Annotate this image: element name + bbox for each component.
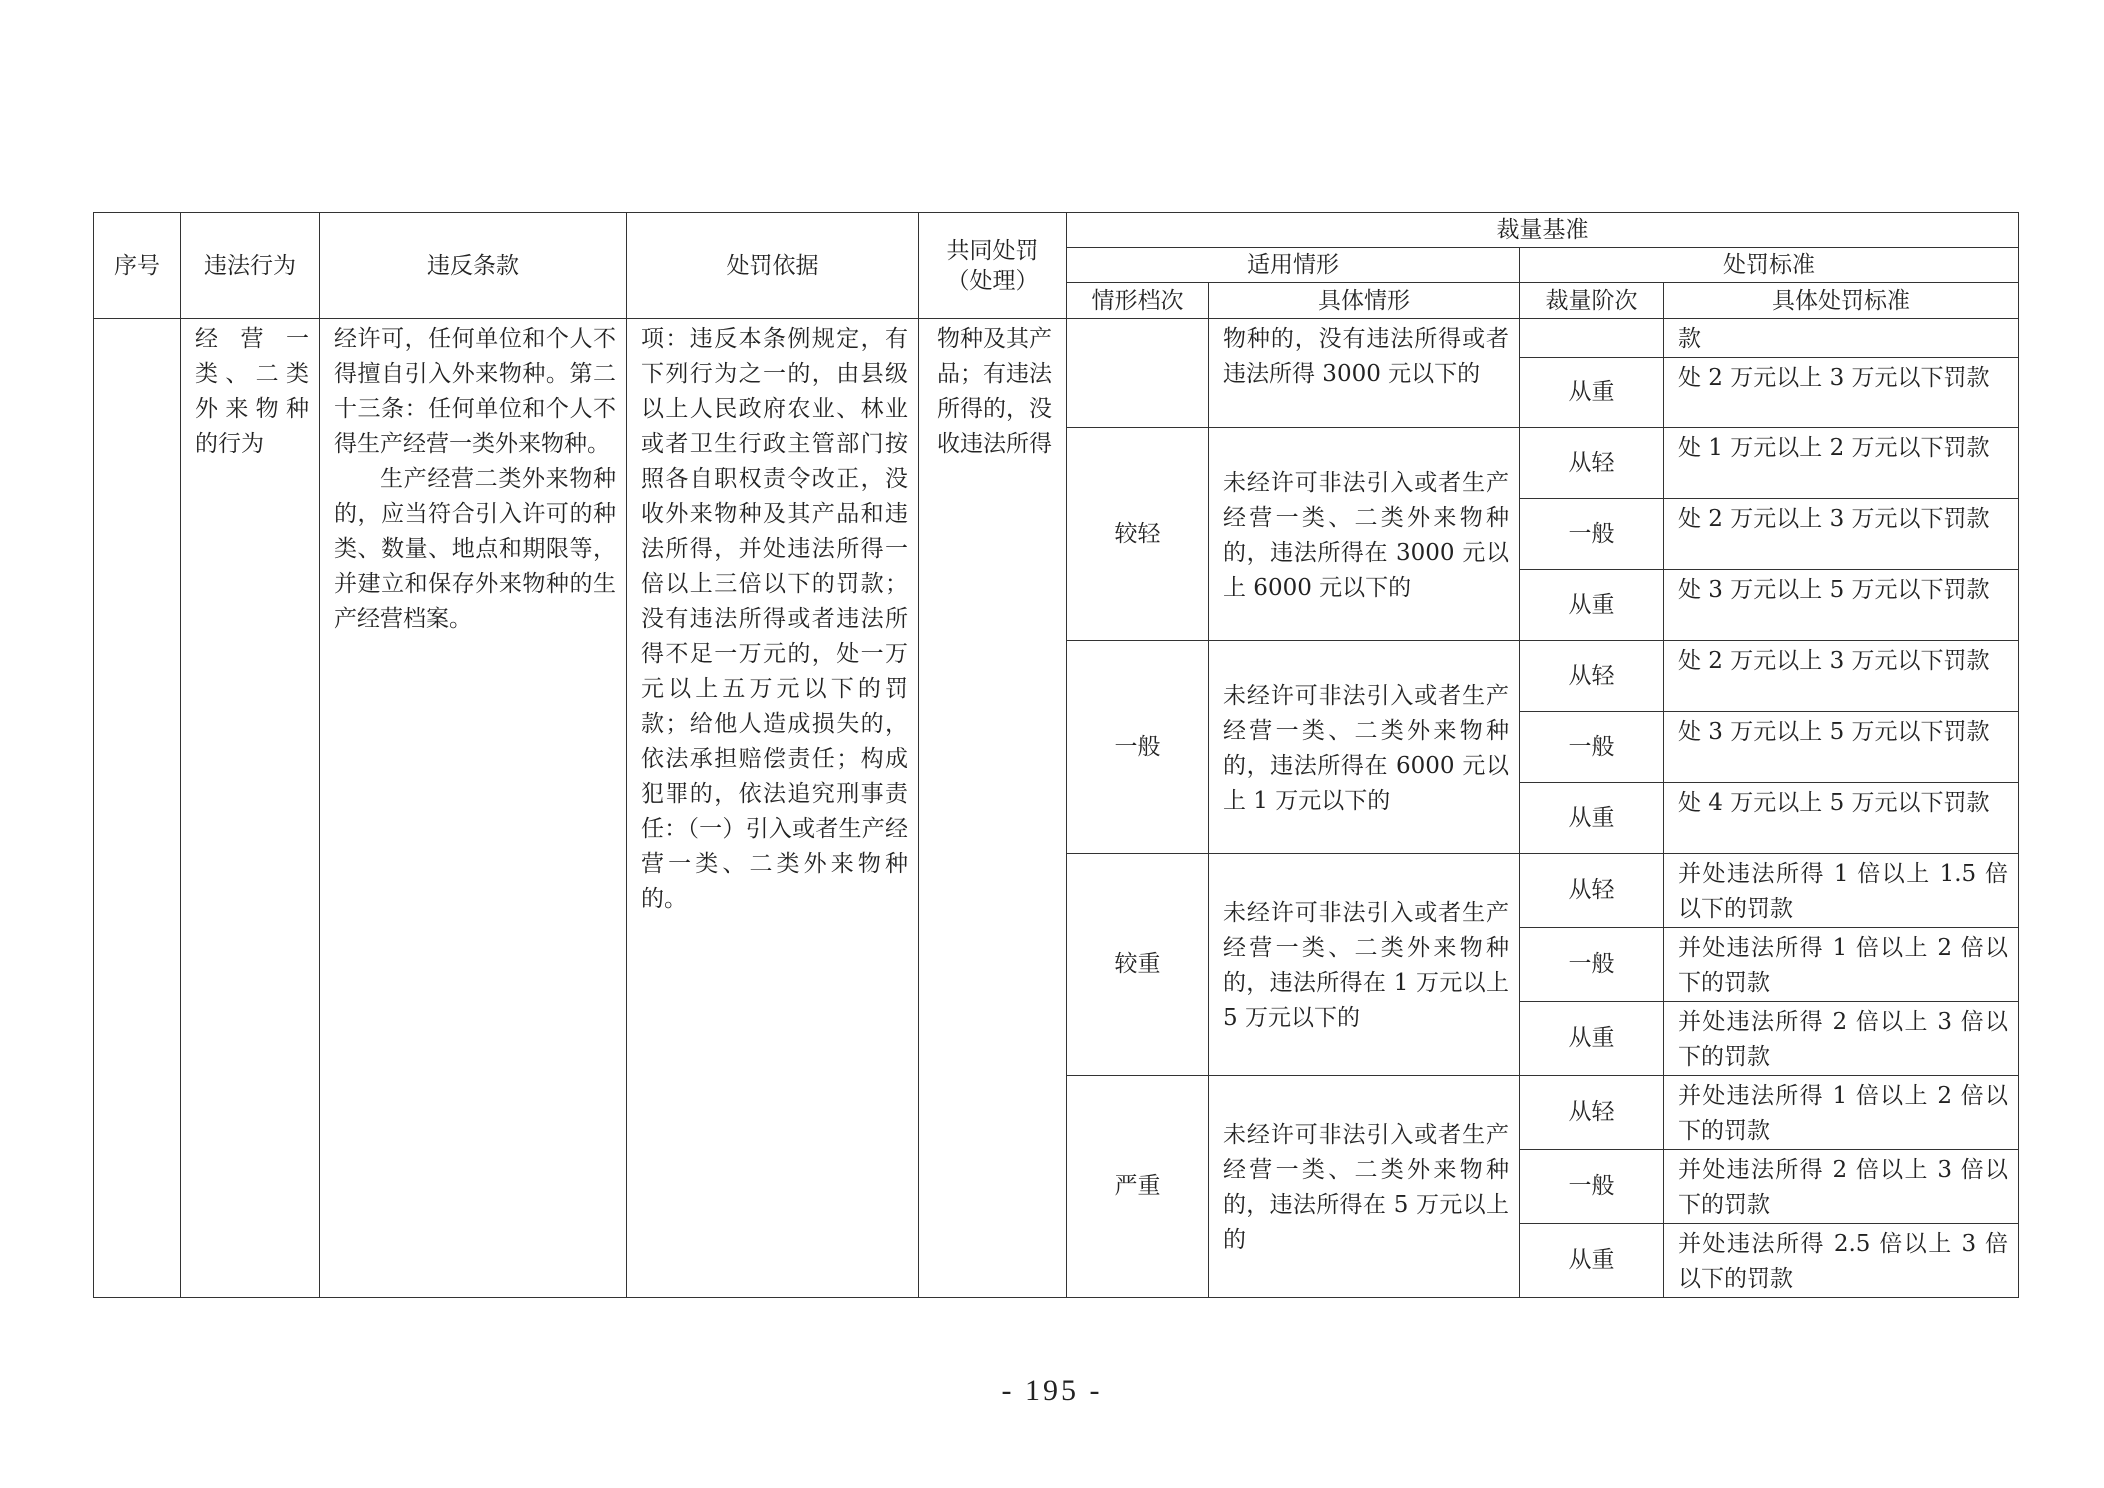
header-discretion: 裁量基准 bbox=[1067, 213, 2019, 248]
header-applicable: 适用情形 bbox=[1067, 248, 1520, 283]
tier-situation: 未经许可非法引入或者生产经营一类、二类外来物种的，违法所得在 1 万元以上 5 万元以下的 bbox=[1223, 900, 1509, 1031]
cell-basis bbox=[627, 319, 919, 1298]
tier-situation-cell bbox=[1209, 641, 1520, 854]
standard-cell bbox=[1664, 1224, 2019, 1298]
order-cell: 一般 bbox=[1520, 712, 1664, 783]
cell-common-penalty bbox=[919, 319, 1067, 1298]
tier-level bbox=[1067, 319, 1209, 428]
tier-situation: 未经许可非法引入或者生产经营一类、二类外来物种的，违法所得在 6000 元以上 1 万元以下的 bbox=[1223, 682, 1509, 814]
order-cell: 从轻 bbox=[1520, 428, 1664, 499]
common-penalty-text: 物种及其产品；有违法所得的，没收违法所得 bbox=[937, 326, 1052, 457]
header-common-penalty: 共同处罚（处理） bbox=[919, 213, 1067, 319]
standard-cell bbox=[1664, 428, 2019, 499]
order-cell: 从轻 bbox=[1520, 1076, 1664, 1150]
order-cell: 从重 bbox=[1520, 1224, 1664, 1298]
order-cell: 从重 bbox=[1520, 570, 1664, 641]
order-cell: 一般 bbox=[1520, 499, 1664, 570]
tier-situation: 物种的，没有违法所得或者违法所得 3000 元以下的 bbox=[1223, 326, 1509, 387]
standard-cell bbox=[1664, 641, 2019, 712]
standard-text: 处 2 万元以上 3 万元以下罚款 bbox=[1678, 506, 1990, 532]
header-specific: 具体情形 bbox=[1209, 283, 1520, 319]
tier-situation: 未经许可非法引入或者生产经营一类、二类外来物种的，违法所得在 5 万元以上的 bbox=[1223, 1122, 1509, 1253]
tier-situation-cell bbox=[1209, 319, 1520, 428]
tier-situation: 未经许可非法引入或者生产经营一类、二类外来物种的，违法所得在 3000 元以上 6000 元以下的 bbox=[1223, 469, 1509, 601]
standard-text: 并处违法所得 1 倍以上 1.5 倍以下的罚款 bbox=[1678, 861, 2008, 922]
standard-text: 款 bbox=[1678, 326, 1701, 352]
clause-paragraph-2: 生产经营二类外来物种的，应当符合引入许可的种类、数量、地点和期限等，并建立和保存外来物种的生产经营档案。 bbox=[334, 466, 616, 632]
standard-cell bbox=[1664, 1076, 2019, 1150]
standard-cell bbox=[1664, 1002, 2019, 1076]
tier-level: 严重 bbox=[1067, 1076, 1209, 1298]
standard-cell bbox=[1664, 499, 2019, 570]
tier-situation-cell bbox=[1209, 854, 1520, 1076]
standard-text: 并处违法所得 2.5 倍以上 3 倍以下的罚款 bbox=[1678, 1231, 2008, 1292]
cell-seq bbox=[94, 319, 181, 1298]
standard-text: 处 2 万元以上 3 万元以下罚款 bbox=[1678, 648, 1990, 674]
tier-level: 较轻 bbox=[1067, 428, 1209, 641]
clause-text bbox=[320, 319, 626, 637]
header-clause: 违反条款 bbox=[320, 213, 627, 319]
header-standard: 处罚标准 bbox=[1520, 248, 2019, 283]
behavior-text: 经营一类、二类外来物种的行为 bbox=[195, 326, 309, 457]
standard-cell bbox=[1664, 783, 2019, 854]
order-cell: 一般 bbox=[1520, 928, 1664, 1002]
standard-cell bbox=[1664, 570, 2019, 641]
standard-cell bbox=[1664, 928, 2019, 1002]
tier-level: 一般 bbox=[1067, 641, 1209, 854]
standard-text: 处 3 万元以上 5 万元以下罚款 bbox=[1678, 577, 1990, 603]
standard-text: 并处违法所得 1 倍以上 2 倍以下的罚款 bbox=[1678, 935, 2008, 996]
standard-text: 并处违法所得 1 倍以上 2 倍以下的罚款 bbox=[1678, 1083, 2008, 1144]
standard-cell bbox=[1664, 358, 2019, 428]
tier-situation-cell bbox=[1209, 1076, 1520, 1298]
header-basis: 处罚依据 bbox=[627, 213, 919, 319]
page-number: - 195 - bbox=[1001, 1374, 1103, 1407]
standard-cell bbox=[1664, 712, 2019, 783]
basis-text: 项：违反本条例规定，有下列行为之一的，由县级以上人民政府农业、林业或者卫生行政主管部门按照各自职权责令改正，没收外来物种及其产品和违法所得，并处违法所得一倍以上三倍以下的罚款；没有违法所得或者违法所得不足一万元的，处一万元以上五万元以下的罚款；给他人造成损失的，依法承担赔偿责任；构成犯罪的，依法追究刑事责任：（一）引入或者生产经营一类、二类外来物种的。 bbox=[641, 326, 908, 912]
standard-text: 处 4 万元以上 5 万元以下罚款 bbox=[1678, 790, 1990, 816]
standard-text: 处 2 万元以上 3 万元以下罚款 bbox=[1678, 365, 1990, 391]
clause-paragraph-1: 经许可，任何单位和个人不得擅自引入外来物种。第二十三条：任何单位和个人不得生产经营一类外来物种。 bbox=[334, 326, 616, 457]
header-order: 裁量阶次 bbox=[1520, 283, 1664, 319]
order-cell: 从轻 bbox=[1520, 854, 1664, 928]
standard-cell bbox=[1664, 854, 2019, 928]
order-cell: 从重 bbox=[1520, 1002, 1664, 1076]
standard-text: 并处违法所得 2 倍以上 3 倍以下的罚款 bbox=[1678, 1157, 2008, 1218]
order-cell bbox=[1520, 319, 1664, 358]
penalty-discretion-table bbox=[93, 212, 2019, 1298]
standard-text: 并处违法所得 2 倍以上 3 倍以下的罚款 bbox=[1678, 1009, 2008, 1070]
standard-cell bbox=[1664, 1150, 2019, 1224]
order-cell: 从重 bbox=[1520, 783, 1664, 854]
header-behavior: 违法行为 bbox=[181, 213, 320, 319]
order-cell: 从重 bbox=[1520, 358, 1664, 428]
standard-cell bbox=[1664, 319, 2019, 358]
standard-text: 处 1 万元以上 2 万元以下罚款 bbox=[1678, 435, 1990, 461]
header-specific-standard: 具体处罚标准 bbox=[1664, 283, 2019, 319]
cell-behavior bbox=[181, 319, 320, 1298]
tier-level: 较重 bbox=[1067, 854, 1209, 1076]
order-cell: 从轻 bbox=[1520, 641, 1664, 712]
order-cell: 一般 bbox=[1520, 1150, 1664, 1224]
cell-clause bbox=[320, 319, 627, 1298]
standard-text: 处 3 万元以上 5 万元以下罚款 bbox=[1678, 719, 1990, 745]
tier-situation-cell bbox=[1209, 428, 1520, 641]
header-seq: 序号 bbox=[94, 213, 181, 319]
header-level: 情形档次 bbox=[1067, 283, 1209, 319]
